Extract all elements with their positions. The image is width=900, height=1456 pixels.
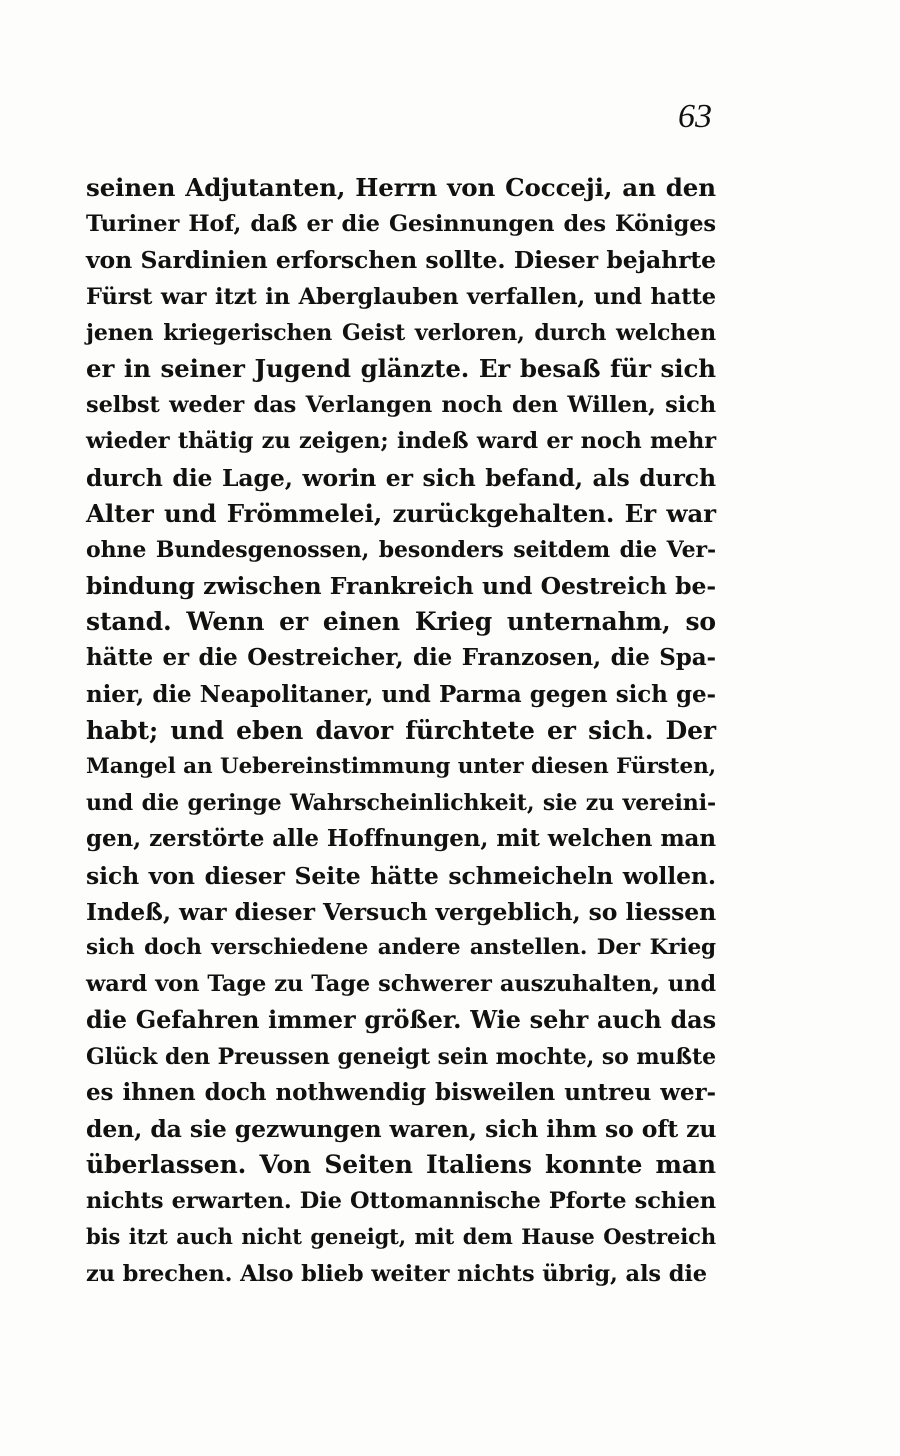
text-line: stand. Wenn er einen Krieg unternahm, so — [86, 607, 716, 637]
text-line: sich von dieser Seite hätte schmeicheln wollen. — [86, 861, 716, 890]
text-line: selbst weder das Verlangen noch den Willen, sich — [86, 392, 716, 419]
text-line: und die geringe Wahrscheinlichkeit, sie zu vereini- — [86, 790, 716, 817]
text-line: Indeß, war dieser Versuch vergeblich, so liessen — [86, 897, 717, 926]
text-line: seinen Adjutanten, Herrn von Cocceji, an den — [86, 173, 716, 202]
text-line: bindung zwischen Frankreich und Oestreich be- — [86, 572, 716, 601]
text-line: ohne Bundesgenossen, besonders seitdem die Ver- — [86, 536, 716, 563]
text-line: habt; und eben davor fürchtete er sich. Der — [86, 715, 716, 745]
text-line: es ihnen doch nothwendig bisweilen untreu wer- — [86, 1078, 716, 1106]
text-line: überlassen. Von Seiten Italiens konnte man — [86, 1150, 716, 1180]
text-line: hätte er die Oestreicher, die Franzosen, die Spa- — [86, 644, 716, 672]
text-line: Alter und Frömmelei, zurückgehalten. Er war — [86, 498, 716, 528]
text-line: von Sardinien erforschen sollte. Dieser bejahrte — [86, 246, 716, 275]
text-line: den, da sie gezwungen waren, sich ihm so oft zu — [86, 1114, 717, 1143]
text-line: Glück den Preussen geneigt sein mochte, so mußte — [86, 1043, 716, 1070]
text-line: Fürst war itzt in Aberglauben verfallen, und hatte — [86, 283, 716, 310]
body-text — [86, 170, 716, 1292]
text-line: Mangel an Uebereinstimmung unter diesen Fürsten, — [86, 754, 716, 779]
text-line: bis itzt auch nicht geneigt, mit dem Hause Oestreich — [86, 1224, 716, 1250]
text-line: nichts erwarten. Die Ottomannische Pforte schien — [86, 1188, 716, 1215]
text-line: sich doch verschiedene andere anstellen. Der Krieg — [86, 934, 716, 960]
page-number: 63 — [678, 98, 712, 135]
text-line: jenen kriegerischen Geist verloren, durch welchen — [86, 319, 716, 346]
text-line: zu brechen. Also blieb weiter nichts übrig, als die — [86, 1260, 707, 1287]
text-line: durch die Lage, worin er sich befand, als durch — [86, 463, 716, 492]
text-line: ward von Tage zu Tage schwerer auszuhalten, und — [86, 971, 716, 998]
text-line: nier, die Neapolitaner, und Parma gegen sich ge- — [86, 680, 716, 708]
text-line: Turiner Hof, daß er die Gesinnungen des Königes — [86, 211, 716, 238]
text-line: wieder thätig zu zeigen; indeß ward er noch mehr — [86, 428, 716, 455]
text-line: er in seiner Jugend glänzte. Er besaß für sich — [86, 353, 716, 383]
text-line: die Gefahren immer größer. Wie sehr auch das — [86, 1005, 716, 1035]
text-line: gen, zerstörte alle Hoffnungen, mit welchen man — [86, 825, 716, 853]
